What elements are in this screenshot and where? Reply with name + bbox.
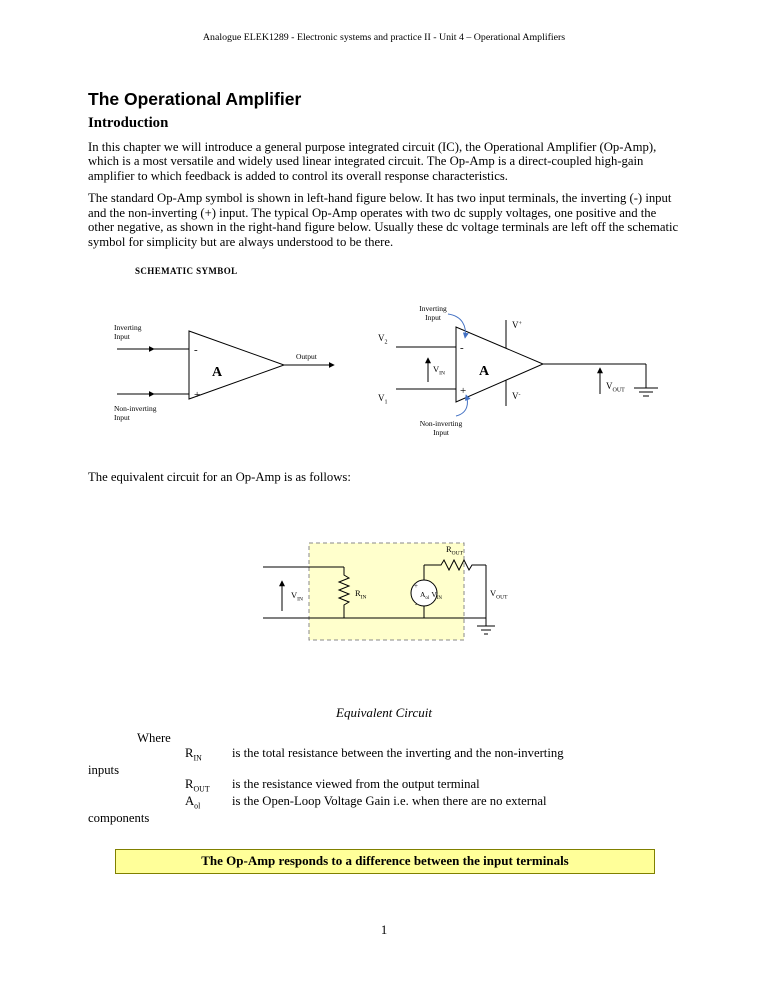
rout-description: is the resistance viewed from the output terminal [232, 777, 480, 792]
rout-label: $R_{OUT}$ [446, 544, 463, 557]
equivalent-circuit-caption: Equivalent Circuit [336, 705, 432, 721]
plus-sign: + [460, 385, 467, 398]
key-statement-box: The Op-Amp responds to a difference between the input terminals [115, 849, 655, 874]
inverting-label-line1: Inverting [419, 304, 447, 314]
page-number: 1 [380, 923, 388, 937]
plus-sign: + [194, 389, 201, 402]
noninverting-label-line2: Input [433, 428, 449, 438]
noninverting-label-line1: Non-inverting [114, 404, 157, 414]
opamp-triangle [456, 327, 543, 402]
page-content [0, 89, 768, 874]
opamp-supply-figure [328, 302, 668, 452]
v2-label: $V_2$ [378, 333, 388, 346]
vminus-label: V- [512, 391, 521, 402]
definitions-block [88, 731, 680, 825]
equivalent-circuit-figure [249, 535, 519, 650]
vout-label: $V_{OUT}$ [606, 381, 625, 394]
page-header: Analogue ELEK1289 - Electronic systems and practice II - Unit 4 – Operational Amplifiers [202, 32, 566, 43]
rout-symbol: $R_{OUT}$ [185, 777, 210, 794]
definition-aol [185, 794, 680, 811]
aol-description-cont: components [88, 810, 150, 825]
rin-description: is the total resistance between the inverting and the non-inverting [232, 746, 564, 761]
rin-symbol: $R_{IN}$ [185, 746, 202, 763]
vout-label: $V_{OUT}$ [490, 588, 508, 601]
where-label: Where [137, 731, 171, 746]
rin-label: $R_{IN}$ [355, 588, 367, 601]
aol-symbol: $A_{ol}$ [185, 794, 201, 811]
minus-sign: - [194, 344, 198, 357]
introduction-heading: Introduction [88, 115, 169, 131]
source-minus-sign: - [415, 600, 418, 609]
vin-label: $V_{IN}$ [291, 590, 303, 603]
schematic-symbol-label: SCHEMATIC SYMBOL [135, 266, 238, 277]
inverting-pointer-arrow [448, 314, 465, 338]
definition-rin [185, 746, 680, 763]
gain-label: A [479, 364, 490, 380]
gain-label: A [212, 365, 223, 381]
intro-paragraph-2: The standard Op-Amp symbol is shown in left-hand figure below. It has two input terminals, the inverting (-) input and the non-inverting (+) input. The typical Op-Amp operates with two dc supply voltages, one positive and the other negative, as shown in the right-hand figure below. Usually these dc voltage terminals are left off the schematic symbol for simplicity but are always understood to be there. [88, 191, 679, 249]
rin-description-cont: inputs [88, 762, 120, 777]
source-gain-label: $A_{ol}$ $V_{IN}$ [420, 590, 443, 602]
equivalent-circuit-figure-wrap [88, 535, 680, 655]
minus-sign: - [460, 342, 464, 355]
noninverting-label-line2: Input [114, 413, 130, 423]
inverting-label-line1: Inverting [114, 323, 142, 333]
v1-label: $V_1$ [378, 393, 388, 406]
noninverting-label-line1: Non-inverting [419, 419, 463, 429]
inverting-label-line2: Input [425, 313, 441, 323]
aol-description: is the Open-Loop Voltage Gain i.e. when there are no external [232, 794, 547, 809]
vplus-label: V+ [512, 320, 522, 331]
output-label: Output [296, 352, 317, 362]
source-plus-sign: + [414, 582, 418, 591]
vin-label: $V_{IN}$ [433, 364, 445, 377]
opamp-triangle [189, 331, 284, 402]
intro-paragraph-1: In this chapter we will introduce a general purpose integrated circuit (IC), the Operational Amplifier (Op-Amp), which is a most versatile and widely used linear integrated circuit. The Op-Amp is a direct-coupled high-gain amplifier to which feedback is added to control its overall response characteristics. [88, 140, 657, 183]
inverting-label-line2: Input [114, 332, 130, 342]
opamp-symbol-figure [104, 314, 354, 432]
opamp-internal-boundary [309, 543, 464, 640]
definition-rout [185, 777, 680, 794]
opamp-figures-row [88, 276, 680, 454]
document-title: The Operational Amplifier [88, 89, 302, 109]
equivalent-circuit-intro: The equivalent circuit for an Op-Amp is as follows: [88, 470, 351, 485]
